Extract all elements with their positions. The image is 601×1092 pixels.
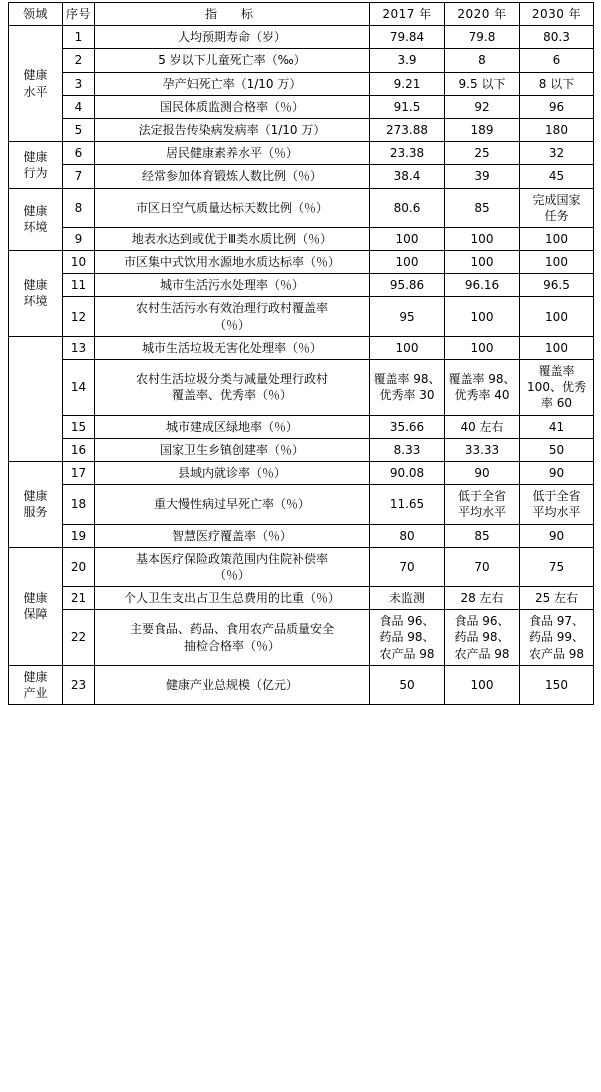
row-number: 20	[63, 547, 95, 586]
indicator-name: 主要食品、药品、食用农产品质量安全 抽检合格率（％）	[95, 610, 370, 666]
table-row	[9, 227, 594, 250]
domain-cell: 健康 服务	[9, 461, 63, 547]
row-number: 16	[63, 438, 95, 461]
value-2020: 100	[445, 251, 520, 274]
indicator-name: 市区日空气质量达标天数比例（％）	[95, 188, 370, 227]
row-number: 18	[63, 485, 95, 524]
value-2020: 100	[445, 665, 520, 704]
table-row	[9, 26, 594, 49]
header-year-2017: 2017 年	[370, 3, 445, 26]
value-2017: 95.86	[370, 274, 445, 297]
indicator-name: 居民健康素养水平（％）	[95, 142, 370, 165]
value-2030: 低于全省 平均水平	[520, 485, 594, 524]
row-number: 4	[63, 95, 95, 118]
indicator-name: 国民体质监测合格率（％）	[95, 95, 370, 118]
value-2030: 覆盖率 100、优秀 率 60	[520, 360, 594, 416]
value-2030: 25 左右	[520, 587, 594, 610]
value-2020: 189	[445, 118, 520, 141]
value-2030: 100	[520, 251, 594, 274]
value-2030: 食品 97、 药品 99、 农产品 98	[520, 610, 594, 666]
value-2030: 180	[520, 118, 594, 141]
table-row	[9, 142, 594, 165]
value-2030: 6	[520, 49, 594, 72]
value-2017: 70	[370, 547, 445, 586]
row-number: 14	[63, 360, 95, 416]
header-indicator: 指 标	[95, 3, 370, 26]
value-2017: 食品 96、 药品 98、 农产品 98	[370, 610, 445, 666]
indicator-name: 经常参加体育锻炼人数比例（％）	[95, 165, 370, 188]
table-row	[9, 297, 594, 336]
table-row	[9, 438, 594, 461]
row-number: 17	[63, 461, 95, 484]
row-number: 2	[63, 49, 95, 72]
indicator-name: 国家卫生乡镇创建率（％）	[95, 438, 370, 461]
table-row	[9, 547, 594, 586]
value-2020: 85	[445, 188, 520, 227]
value-2017: 100	[370, 336, 445, 359]
value-2020: 70	[445, 547, 520, 586]
value-2020: 40 左右	[445, 415, 520, 438]
value-2020: 28 左右	[445, 587, 520, 610]
value-2017: 273.88	[370, 118, 445, 141]
indicator-name: 个人卫生支出占卫生总费用的比重（％）	[95, 587, 370, 610]
row-number: 10	[63, 251, 95, 274]
value-2020: 33.33	[445, 438, 520, 461]
domain-cell: 健康 环境	[9, 188, 63, 251]
table-row	[9, 165, 594, 188]
value-2030: 96	[520, 95, 594, 118]
value-2017: 11.65	[370, 485, 445, 524]
value-2030: 45	[520, 165, 594, 188]
value-2030: 100	[520, 297, 594, 336]
table-row	[9, 95, 594, 118]
value-2020: 覆盖率 98、 优秀率 40	[445, 360, 520, 416]
value-2017: 50	[370, 665, 445, 704]
table-header-row	[9, 3, 594, 26]
value-2020: 食品 96、 药品 98、 农产品 98	[445, 610, 520, 666]
value-2017: 90.08	[370, 461, 445, 484]
table-row	[9, 49, 594, 72]
row-number: 13	[63, 336, 95, 359]
value-2017: 8.33	[370, 438, 445, 461]
header-year-2030: 2030 年	[520, 3, 594, 26]
row-number: 11	[63, 274, 95, 297]
indicator-name: 农村生活污水有效治理行政村覆盖率 （％）	[95, 297, 370, 336]
value-2017: 35.66	[370, 415, 445, 438]
table-row	[9, 72, 594, 95]
value-2017: 100	[370, 251, 445, 274]
value-2030: 80.3	[520, 26, 594, 49]
indicator-name: 城市生活污水处理率（％）	[95, 274, 370, 297]
table-row	[9, 274, 594, 297]
value-2017: 3.9	[370, 49, 445, 72]
value-2030: 100	[520, 336, 594, 359]
row-number: 3	[63, 72, 95, 95]
domain-cell: 健康 产业	[9, 665, 63, 704]
domain-cell: 健康 行为	[9, 142, 63, 188]
value-2020: 100	[445, 297, 520, 336]
row-number: 22	[63, 610, 95, 666]
row-number: 5	[63, 118, 95, 141]
row-number: 6	[63, 142, 95, 165]
value-2030: 90	[520, 524, 594, 547]
value-2020: 92	[445, 95, 520, 118]
table-header	[9, 3, 594, 26]
indicator-name: 地表水达到或优于Ⅲ类水质比例（％）	[95, 227, 370, 250]
value-2020: 9.5 以下	[445, 72, 520, 95]
value-2030: 150	[520, 665, 594, 704]
indicator-name: 重大慢性病过早死亡率（％）	[95, 485, 370, 524]
indicator-name: 人均预期寿命（岁）	[95, 26, 370, 49]
domain-cell	[9, 336, 63, 461]
table-row	[9, 665, 594, 704]
indicator-name: 县域内就诊率（％）	[95, 461, 370, 484]
indicator-name: 智慧医疗覆盖率（％）	[95, 524, 370, 547]
value-2017: 79.84	[370, 26, 445, 49]
indicator-name: 农村生活垃圾分类与减量处理行政村 覆盖率、优秀率（％）	[95, 360, 370, 416]
value-2017: 38.4	[370, 165, 445, 188]
table-row	[9, 360, 594, 416]
value-2017: 91.5	[370, 95, 445, 118]
value-2030: 完成国家 任务	[520, 188, 594, 227]
row-number: 9	[63, 227, 95, 250]
table-row	[9, 415, 594, 438]
value-2030: 100	[520, 227, 594, 250]
value-2030: 96.5	[520, 274, 594, 297]
value-2020: 85	[445, 524, 520, 547]
header-no: 序号	[63, 3, 95, 26]
value-2030: 50	[520, 438, 594, 461]
value-2017: 覆盖率 98、 优秀率 30	[370, 360, 445, 416]
indicator-name: 5 岁以下儿童死亡率（‰）	[95, 49, 370, 72]
indicator-name: 法定报告传染病发病率（1/10 万）	[95, 118, 370, 141]
table-row	[9, 587, 594, 610]
row-number: 7	[63, 165, 95, 188]
domain-cell: 健康 水平	[9, 26, 63, 142]
domain-cell: 健康 保障	[9, 547, 63, 665]
value-2017: 100	[370, 227, 445, 250]
health-indicators-table	[8, 2, 594, 705]
header-domain: 领域	[9, 3, 63, 26]
table-row	[9, 118, 594, 141]
value-2030: 32	[520, 142, 594, 165]
value-2030: 90	[520, 461, 594, 484]
indicator-name: 市区集中式饮用水源地水质达标率（％）	[95, 251, 370, 274]
row-number: 15	[63, 415, 95, 438]
value-2017: 80	[370, 524, 445, 547]
row-number: 19	[63, 524, 95, 547]
table-row	[9, 188, 594, 227]
row-number: 1	[63, 26, 95, 49]
value-2020: 90	[445, 461, 520, 484]
row-number: 12	[63, 297, 95, 336]
table-row	[9, 610, 594, 666]
value-2030: 75	[520, 547, 594, 586]
table-row	[9, 251, 594, 274]
value-2017: 95	[370, 297, 445, 336]
row-number: 23	[63, 665, 95, 704]
value-2030: 41	[520, 415, 594, 438]
value-2017: 未监测	[370, 587, 445, 610]
table-row	[9, 524, 594, 547]
table-row	[9, 461, 594, 484]
header-year-2020: 2020 年	[445, 3, 520, 26]
value-2017: 23.38	[370, 142, 445, 165]
value-2020: 8	[445, 49, 520, 72]
value-2020: 100	[445, 227, 520, 250]
value-2020: 79.8	[445, 26, 520, 49]
row-number: 21	[63, 587, 95, 610]
value-2020: 25	[445, 142, 520, 165]
value-2020: 100	[445, 336, 520, 359]
indicator-name: 城市建成区绿地率（％）	[95, 415, 370, 438]
value-2020: 低于全省 平均水平	[445, 485, 520, 524]
value-2020: 39	[445, 165, 520, 188]
value-2017: 9.21	[370, 72, 445, 95]
indicator-name: 基本医疗保险政策范围内住院补偿率 （％）	[95, 547, 370, 586]
indicator-name: 健康产业总规模（亿元）	[95, 665, 370, 704]
indicator-name: 孕产妇死亡率（1/10 万）	[95, 72, 370, 95]
value-2030: 8 以下	[520, 72, 594, 95]
value-2020: 96.16	[445, 274, 520, 297]
table-body	[9, 26, 594, 705]
table-row	[9, 336, 594, 359]
row-number: 8	[63, 188, 95, 227]
table-row	[9, 485, 594, 524]
domain-cell: 健康 环境	[9, 251, 63, 337]
indicator-name: 城市生活垃圾无害化处理率（％）	[95, 336, 370, 359]
value-2017: 80.6	[370, 188, 445, 227]
